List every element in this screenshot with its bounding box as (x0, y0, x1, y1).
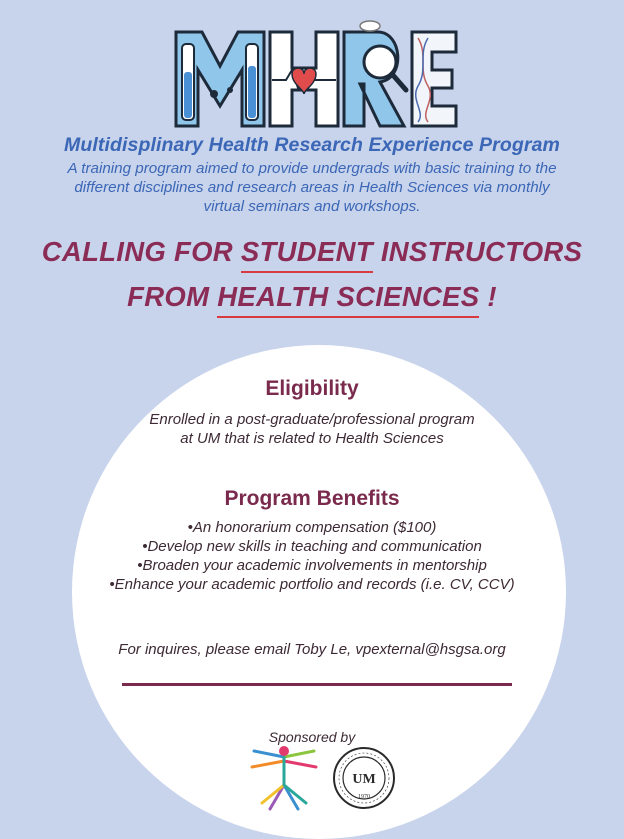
call-heading-line-2 (0, 281, 624, 313)
divider (122, 683, 512, 686)
program-description (20, 159, 604, 216)
logo-letter-r (344, 21, 406, 126)
benefit-item: •Develop new skills in teaching and communication (142, 538, 482, 555)
benefits-list (0, 518, 624, 594)
seal-year-text: 1970 (358, 794, 370, 800)
call-heading-line-1 (0, 236, 624, 268)
call-text: CALLING FOR (41, 236, 241, 267)
health-sciences-figure-logo (248, 745, 320, 811)
sponsored-by-label: Sponsored by (268, 729, 356, 745)
description-line: different disciplines and research areas in Health Sciences via monthly (74, 179, 550, 196)
association-seal-logo (330, 746, 398, 811)
description-line: A training program aimed to provide undergrads with basic training to the (67, 160, 557, 177)
mhre-logo (170, 14, 460, 132)
logo-letter-e (412, 32, 456, 126)
call-text: INSTRUCTORS (372, 236, 583, 267)
benefit-item: •An honorarium compensation ($100) (187, 519, 437, 536)
eligibility-line: Enrolled in a post-graduate/professional program (149, 411, 475, 428)
eligibility-heading: Eligibility (265, 377, 359, 400)
call-underlined-text: STUDENT (240, 236, 373, 267)
benefit-item: •Enhance your academic portfolio and records (i.e. CV, CCV) (109, 576, 515, 593)
logo-letter-h (270, 32, 338, 126)
call-text: ! (479, 281, 497, 312)
eligibility-line: at UM that is related to Health Sciences (180, 430, 444, 447)
seal-center-text: UM (352, 772, 376, 787)
eligibility-text (0, 410, 624, 448)
benefit-item: •Broaden your academic involvements in mentorship (137, 557, 487, 574)
logo-letter-m (176, 32, 264, 126)
description-line: virtual seminars and workshops. (203, 198, 421, 215)
contact-info: For inquires, please email Toby Le, vpexternal@hsgsa.org (118, 641, 506, 658)
benefits-heading: Program Benefits (224, 487, 400, 510)
call-text: FROM (127, 281, 218, 312)
call-underlined-text: HEALTH SCIENCES (217, 281, 480, 312)
program-title: Multidisplinary Health Research Experience Program (64, 134, 560, 156)
